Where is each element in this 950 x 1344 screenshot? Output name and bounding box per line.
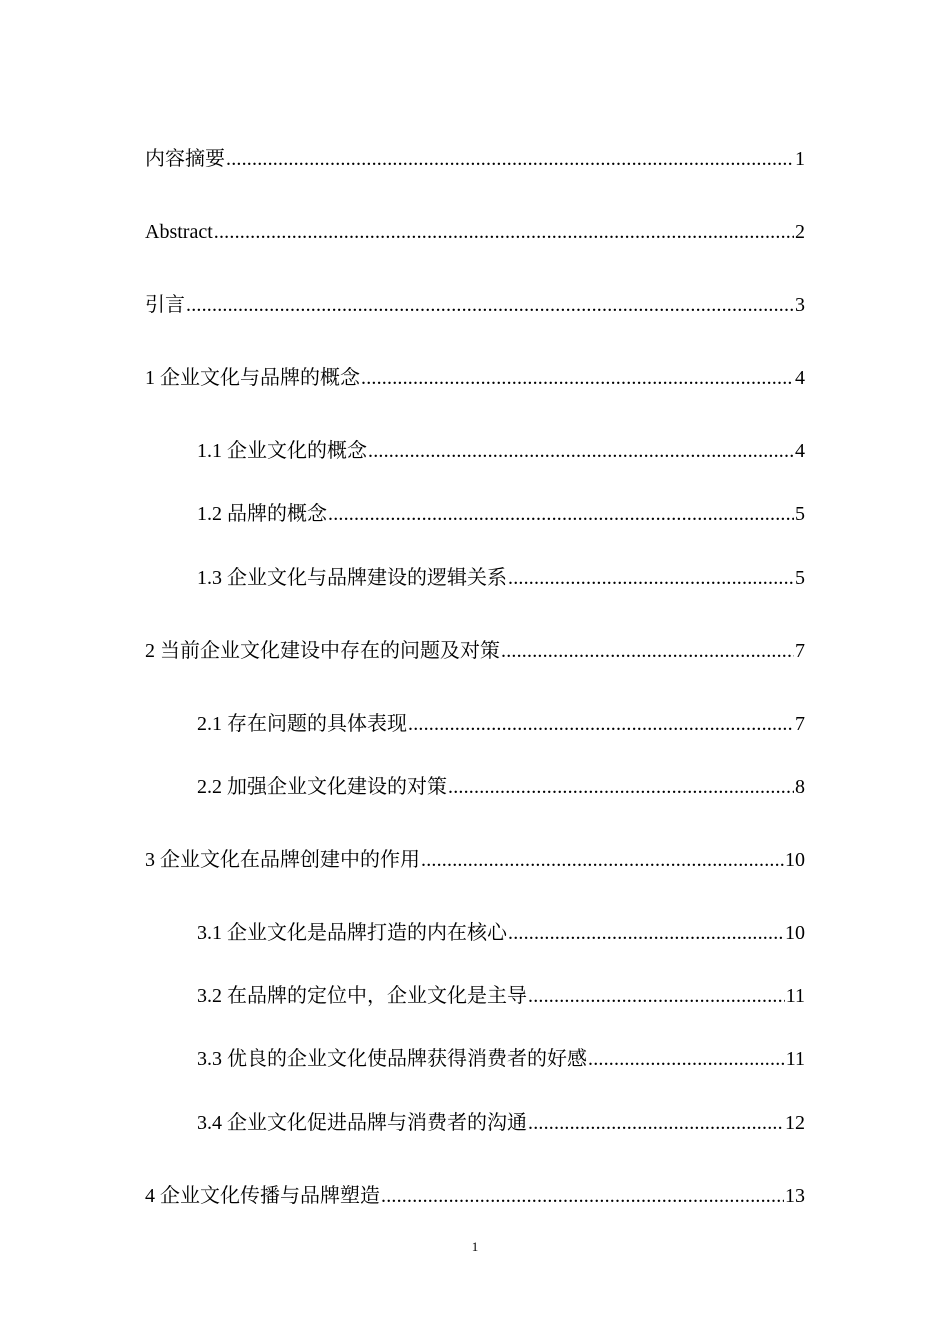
toc-entry-page: 12 <box>785 1112 805 1134</box>
toc-entry-label: 引言 <box>145 294 185 316</box>
toc-entry-section-3-2[interactable] <box>197 983 805 1009</box>
toc-entry-abstract-cn[interactable] <box>145 146 805 172</box>
toc-entry-chapter-3[interactable] <box>145 847 805 873</box>
toc-entry-abstract-en[interactable] <box>145 219 805 245</box>
toc-entry-label: 4 企业文化传播与品牌塑造 <box>145 1185 380 1207</box>
toc-entry-chapter-2[interactable] <box>145 638 805 664</box>
toc-entry-label: 3.4 企业文化促进品牌与消费者的沟通 <box>197 1112 527 1134</box>
toc-entry-page: 10 <box>785 849 805 871</box>
toc-entry-label: 2.1 存在问题的具体表现 <box>197 713 407 735</box>
toc-entry-page: 11 <box>785 985 805 1007</box>
toc-entry-label: 3.2 在品牌的定位中，企业文化是主导 <box>197 985 527 1007</box>
toc-dot-leader <box>501 638 794 664</box>
toc-entry-label: 1 企业文化与品牌的概念 <box>145 367 360 389</box>
toc-dot-leader <box>361 365 794 391</box>
toc-entry-section-2-1[interactable] <box>197 711 805 737</box>
toc-dot-leader <box>381 1183 784 1209</box>
toc-dot-leader <box>214 219 794 245</box>
toc-dot-leader <box>186 292 794 318</box>
toc-entry-introduction[interactable] <box>145 292 805 318</box>
toc-entry-page: 10 <box>785 922 805 944</box>
toc-entry-label: 1.3 企业文化与品牌建设的逻辑关系 <box>197 567 507 589</box>
toc-entry-page: 7 <box>795 713 805 735</box>
toc-entry-page: 4 <box>795 367 805 389</box>
toc-entry-chapter-1[interactable] <box>145 365 805 391</box>
toc-entry-section-1-1[interactable] <box>197 438 805 464</box>
toc-entry-section-3-1[interactable] <box>197 920 805 946</box>
toc-dot-leader <box>508 565 794 591</box>
toc-entry-section-2-2[interactable] <box>197 774 805 800</box>
toc-entry-page: 7 <box>795 640 805 662</box>
toc-entry-label: 内容摘要 <box>145 148 225 170</box>
toc-dot-leader <box>528 1110 784 1136</box>
toc-entry-section-1-2[interactable] <box>197 501 805 527</box>
page-number: 1 <box>471 1239 479 1254</box>
toc-entry-section-1-3[interactable] <box>197 565 805 591</box>
toc-dot-leader <box>226 146 794 172</box>
toc-dot-leader <box>328 501 794 527</box>
toc-entry-section-3-4[interactable] <box>197 1110 805 1136</box>
toc-entry-page: 5 <box>795 567 805 589</box>
toc-entry-label: 3 企业文化在品牌创建中的作用 <box>145 849 420 871</box>
toc-entry-label: 3.3 优良的企业文化使品牌获得消费者的好感 <box>197 1048 587 1070</box>
toc-entry-page: 13 <box>785 1185 805 1207</box>
toc-entry-page: 8 <box>795 776 805 798</box>
toc-dot-leader <box>588 1046 785 1072</box>
toc-dot-leader <box>421 847 784 873</box>
toc-entry-label: 3.1 企业文化是品牌打造的内在核心 <box>197 922 507 944</box>
toc-entry-label: 2 当前企业文化建设中存在的问题及对策 <box>145 640 500 662</box>
toc-entry-page: 11 <box>785 1048 805 1070</box>
toc-entry-label: 1.2 品牌的概念 <box>197 503 327 525</box>
toc-entry-page: 1 <box>795 148 805 170</box>
toc-dot-leader <box>528 983 785 1009</box>
toc-entry-page: 3 <box>795 294 805 316</box>
toc-entry-page: 2 <box>795 221 805 243</box>
toc-entry-label: 2.2 加强企业文化建设的对策 <box>197 776 447 798</box>
toc-dot-leader <box>508 920 784 946</box>
toc-dot-leader <box>448 774 794 800</box>
toc-entry-label: 1.1 企业文化的概念 <box>197 440 367 462</box>
toc-entry-section-3-3[interactable] <box>197 1046 805 1072</box>
toc-dot-leader <box>368 438 794 464</box>
toc-entry-label: Abstract <box>145 221 213 243</box>
toc-entry-chapter-4[interactable] <box>145 1183 805 1209</box>
toc-entry-page: 5 <box>795 503 805 525</box>
toc-entry-page: 4 <box>795 440 805 462</box>
toc-dot-leader <box>408 711 794 737</box>
